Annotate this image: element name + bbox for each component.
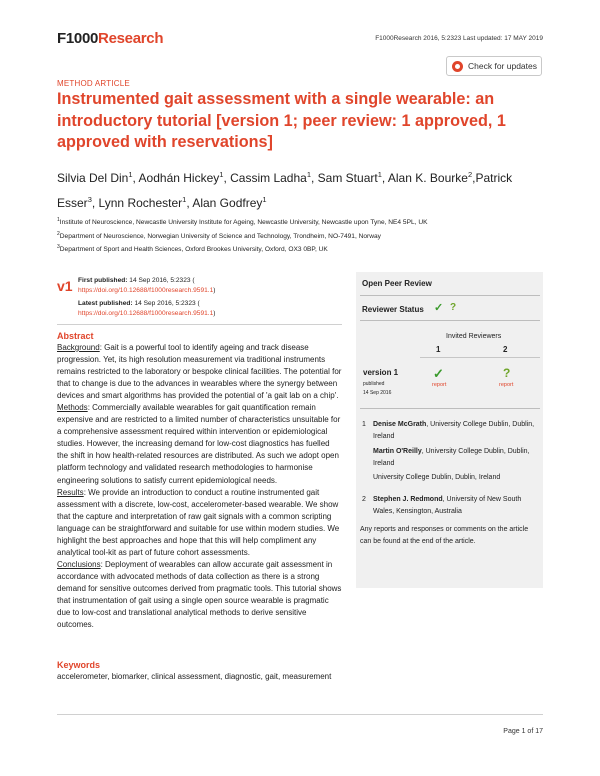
abstract-heading: Abstract [57, 331, 94, 341]
keywords-heading: Keywords [57, 660, 101, 670]
first-published-value: 14 Sep 2016, 5:2323 ( [129, 277, 195, 284]
crossmark-icon [452, 61, 463, 72]
author-affiliation-sup: 2 [467, 170, 473, 179]
keywords-text: accelerometer, biomarker, clinical assessment, diagnostic, gait, measurement [57, 672, 332, 681]
reviewer-affiliation: University College Dublin, Dublin, Ireland [373, 474, 501, 482]
report-1-link[interactable]: report [432, 382, 447, 388]
article-title: Instrumented gait assessment with a single wearable: an introductory tutorial [version 1; peer review: 1 approved, 1 approved with reservations] [57, 90, 506, 151]
affiliations [57, 215, 547, 256]
first-published-label: First published: [78, 277, 128, 284]
reviewer-status-label: Reviewer Status [362, 305, 424, 314]
abstract-methods [57, 402, 342, 486]
author-name[interactable]: Silvia Del Din [57, 171, 129, 185]
published-date: 14 Sep 2016 [363, 389, 392, 396]
abstract [57, 330, 342, 631]
author-affiliation-sup: 1 [262, 195, 267, 204]
reviewer-affiliation: , University College Dublin, Dublin, Ireland [373, 421, 535, 441]
affiliation-line [57, 215, 547, 229]
header-meta: F1000Research 2016, 5:2323 Last updated: 17 MAY 2019 [375, 35, 543, 42]
results-text: : We provide an introduction to conduct a routine instrumented gait assessment with a discrete, low-cost, accelerometer-based wearable. We show that the capture and interpretation of raw gait signals with a common scripting language can be straightforward and suitable for use within modern studies. We highlight the best approaches and hope that this will help compliment any analytical tool-kit as part of future cohort assessments. [57, 487, 340, 557]
affiliation-text: Department of Sport and Health Sciences, Oxford Brookes University, Oxford, OX3 0BP, UK [59, 246, 328, 254]
logo-part-2: Research [98, 30, 164, 47]
author-separator: , [223, 171, 231, 185]
divider [57, 714, 543, 715]
report-2-link[interactable]: report [499, 382, 514, 388]
version-published [363, 380, 391, 397]
author-affiliation-sup: 1 [128, 170, 133, 179]
divider [57, 324, 342, 325]
affiliation-line [57, 242, 547, 256]
affiliation-text: Department of Neuroscience, Norwegian University of Science and Technology, Trondheim, NO-7491, Norway [59, 232, 381, 240]
conclusions-text: : Deployment of wearables can allow accurate gait assessment in accordance with advocated methods of data collection as there is a strong demand for sensitive outcomes derived from pragmatic tools. This tutorial shows that instrumentation of gait using a single open source wearable is pragmatic due to low-cost and translational analytical methods to derive sensitive outcomes. [57, 559, 342, 630]
affiliation-text: Institute of Neuroscience, Newcastle University Institute for Ageing, Newcastle University, Newcastle upon Tyne, NE4 5PL, UK [59, 219, 428, 227]
author-affiliation-sup: 1 [182, 195, 187, 204]
reviewer-affiliation: , University College Dublin, Dublin, Ireland [373, 447, 530, 467]
reviewer-person [373, 446, 542, 471]
background-text: : Gait is a powerful tool to identify ageing and track disease progression. Yet, its high resolution measurement via traditional instruments remains restricted to the laboratory or bespoke clinical facilities. The potential for that to change is due to the advances in wearables where the synergy between devices and smart algorithms has provided the potential of 'a gait lab on a chip'. [57, 343, 342, 401]
divider [420, 357, 540, 358]
methods-text: : Commercially available wearables for gait quantification remain expensive and are restricted to a limited number of characteristics unsuitable for a comprehensive assessment required within intervention or epidemiological studies. However, the increasing demand for low-cost diagnostics has fuelled the shift in how health-related resources are distributed. As such we adopt open platform technology and validated research methodologies to harmonise engineering solutions to satisfy current epidemiological needs. [57, 403, 341, 485]
first-published-doi-link[interactable]: https://doi.org/10.12688/f1000research.9591.1 [78, 287, 214, 295]
open-peer-review-title: Open Peer Review [362, 279, 432, 288]
reviewer-name[interactable]: Martin O'Reilly [373, 447, 422, 455]
author-name[interactable]: Lynn Rochester [98, 196, 183, 210]
latest-published-doi-link[interactable]: https://doi.org/10.12688/f1000research.9591.1 [78, 310, 214, 318]
reviewer-name[interactable]: Stephen J. Redmond [373, 496, 443, 503]
check-for-updates-button[interactable] [446, 56, 542, 76]
reviewer-1-people [373, 419, 542, 484]
conclusions-label: Conclusions [57, 559, 101, 569]
page-number: Page 1 of 17 [503, 728, 543, 735]
article-type: METHOD ARTICLE [57, 79, 130, 88]
reviewer-person [373, 472, 542, 484]
author-separator: , [311, 171, 318, 185]
author-affiliation-sup: 3 [87, 195, 92, 204]
latest-published-label: Latest published: [78, 300, 133, 308]
version-label: version 1 [363, 368, 399, 377]
author-name[interactable]: Patrick Esser [57, 171, 513, 210]
reviewer-person [373, 419, 542, 444]
author-affiliation-sup: 1 [306, 170, 311, 179]
published-label: published [363, 381, 385, 387]
author-affiliation-sup: 1 [377, 170, 382, 179]
abstract-background [57, 342, 342, 402]
author-affiliation-sup: 1 [219, 170, 224, 179]
invited-reviewers-title: Invited Reviewers [446, 333, 502, 340]
author-separator: , [472, 171, 476, 185]
author-name[interactable]: Cassim Ladha [230, 171, 307, 185]
close-paren: ) [213, 287, 216, 295]
reviewer-number-1: 1 [436, 345, 441, 354]
report-1-approved-icon: ✓ [433, 366, 444, 381]
reviewer-1-block [362, 419, 542, 486]
divider [360, 320, 540, 321]
divider [360, 295, 540, 296]
reviewer-2-index: 2 [362, 496, 366, 503]
report-2-reservations-icon: ? [503, 366, 511, 380]
reviewer-name[interactable]: Denise McGrath [373, 421, 427, 428]
author-separator: , [186, 196, 193, 210]
author-name[interactable]: Sam Stuart [317, 171, 378, 185]
author-name[interactable]: Alan Godfrey [192, 196, 263, 210]
methods-label: Methods [57, 403, 88, 413]
publication-info [78, 276, 348, 321]
reviewer-2-person [373, 494, 542, 519]
latest-published-value: 14 Sep 2016, 5:2323 ( [134, 300, 200, 308]
affiliation-sup: 1 [57, 217, 60, 223]
results-label: Results [57, 487, 84, 497]
background-label: Background [57, 343, 100, 352]
reviewer-affiliation: , University of New South Wales, Kensington, Australia [373, 496, 522, 516]
affiliation-sup: 2 [57, 230, 60, 237]
author-separator: , [381, 171, 388, 185]
reservations-question-icon: ? [450, 302, 457, 313]
logo-part-1: F1000 [57, 30, 99, 47]
keywords [57, 659, 342, 683]
author-separator: , [132, 171, 139, 185]
affiliation-sup: 3 [57, 244, 60, 251]
abstract-conclusions [57, 559, 342, 631]
author-separator: , [91, 196, 99, 210]
author-name[interactable]: Aodhán Hickey [138, 171, 220, 185]
version-badge: v1 [57, 278, 73, 294]
affiliation-line [57, 229, 547, 243]
close-paren: ) [213, 310, 216, 318]
peer-review-note: Any reports and responses or comments on the article can be found at the end of the article. [360, 526, 529, 546]
author-list [57, 164, 547, 214]
f1000research-logo[interactable] [57, 30, 163, 47]
divider [360, 408, 540, 409]
reviewer-1-index: 1 [362, 421, 366, 428]
author-name[interactable]: Alan K. Bourke [387, 171, 468, 185]
abstract-results [57, 487, 342, 559]
reviewer-2-block [362, 494, 542, 519]
check-for-updates-label: Check for updates [468, 61, 537, 71]
approved-check-icon: ✓ [434, 302, 444, 314]
reviewer-number-2: 2 [503, 345, 508, 354]
